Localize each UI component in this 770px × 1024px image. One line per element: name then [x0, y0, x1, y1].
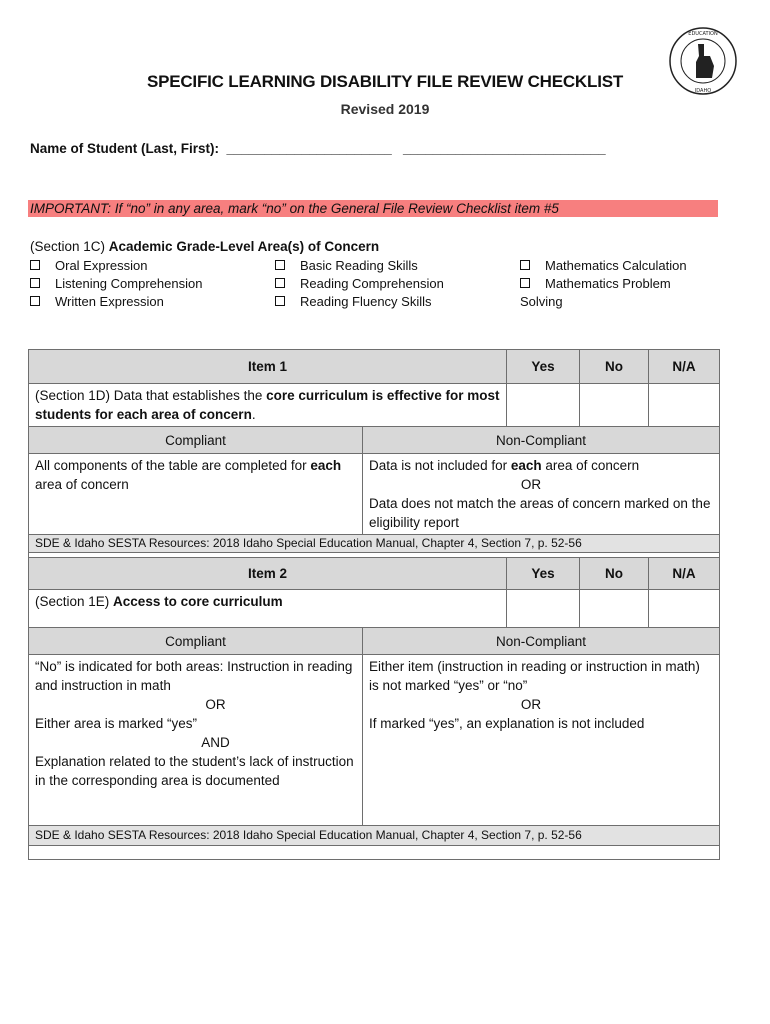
checkbox-label-wrap: Solving — [520, 294, 563, 309]
checkbox-icon[interactable] — [520, 260, 530, 270]
item-2-compliant-text: “No” is indicated for both areas: Instruction in reading and instruction in math OR Either area is marked “yes” AND Explanation related to the student’s lack of instruction in the corresponding area is documented — [29, 655, 363, 826]
item-1-yes-cell[interactable] — [507, 384, 580, 427]
checkbox-column-1 — [30, 257, 202, 311]
checkbox-written-expression[interactable]: Written Expression — [30, 293, 202, 311]
checkbox-column-3 — [520, 257, 687, 311]
noncompliant-header: Non-Compliant — [363, 628, 720, 655]
checkbox-icon[interactable] — [30, 260, 40, 270]
checkbox-icon[interactable] — [30, 296, 40, 306]
checkbox-reading-comprehension[interactable]: Reading Comprehension — [275, 275, 444, 293]
item-2-label: Item 2 — [29, 558, 507, 590]
item-1-noncompliant-text: Data is not included for each area of concern OR Data does not match the areas of concern marked on the eligibility report — [363, 454, 720, 535]
student-name-blanks[interactable]: ______________________ ___________________________ — [226, 141, 606, 156]
na-header: N/A — [649, 558, 720, 590]
checkbox-oral-expression[interactable]: Oral Expression — [30, 257, 202, 275]
item-2-header-row — [29, 558, 720, 590]
page-subtitle: Revised 2019 — [340, 101, 430, 117]
checkbox-icon[interactable] — [520, 278, 530, 288]
page-title: SPECIFIC LEARNING DISABILITY FILE REVIEW CHECKLIST — [146, 72, 624, 91]
item-2-table — [28, 557, 720, 860]
item-1-source: SDE & Idaho SESTA Resources: 2018 Idaho Special Education Manual, Chapter 4, Section 7, p. 52-56 — [29, 535, 720, 553]
section-1c-prefix: (Section 1C) — [30, 239, 109, 254]
item-2-spacer-row — [29, 846, 720, 860]
item-1-criteria-row — [29, 454, 720, 535]
student-name-field[interactable] — [30, 141, 606, 156]
checkbox-math-problem-solving[interactable]: Mathematics Problem — [520, 275, 687, 293]
checkbox-icon[interactable] — [275, 296, 285, 306]
item-2-no-cell[interactable] — [580, 590, 649, 628]
item-1-no-cell[interactable] — [580, 384, 649, 427]
item-1-source-row — [29, 535, 720, 553]
item-1-desc-row — [29, 384, 720, 427]
item-1-table — [28, 349, 720, 568]
item-1-description: (Section 1D) Data that establishes the core curriculum is effective for most students for each area of concern. — [29, 384, 507, 427]
checkbox-icon[interactable] — [30, 278, 40, 288]
item-1-header-row — [29, 350, 720, 384]
item-2-source: SDE & Idaho SESTA Resources: 2018 Idaho Special Education Manual, Chapter 4, Section 7, p. 52-56 — [29, 826, 720, 846]
item-2-description: (Section 1E) Access to core curriculum — [29, 590, 507, 628]
checkbox-listening-comprehension[interactable]: Listening Comprehension — [30, 275, 202, 293]
section-1c-heading — [30, 239, 379, 254]
important-notice: IMPORTANT: If “no” in any area, mark “no” on the General File Review Checklist item #5 — [28, 200, 718, 217]
yes-header: Yes — [507, 350, 580, 384]
item-1-label: Item 1 — [29, 350, 507, 384]
checkbox-basic-reading[interactable]: Basic Reading Skills — [275, 257, 444, 275]
svg-text:EDUCATION: EDUCATION — [688, 31, 718, 37]
item-2-desc-row — [29, 590, 720, 628]
item-1-compliance-header — [29, 427, 720, 454]
item-1-na-cell[interactable] — [649, 384, 720, 427]
item-2-yes-cell[interactable] — [507, 590, 580, 628]
item-2-compliance-header — [29, 628, 720, 655]
noncompliant-header: Non-Compliant — [363, 427, 720, 454]
compliant-header: Compliant — [29, 427, 363, 454]
na-header: N/A — [649, 350, 720, 384]
item-2-criteria-row — [29, 655, 720, 826]
section-1c-title: Academic Grade-Level Area(s) of Concern — [108, 239, 380, 254]
svg-text:IDAHO: IDAHO — [694, 88, 712, 94]
checkbox-icon[interactable] — [275, 278, 285, 288]
compliant-header: Compliant — [29, 628, 363, 655]
no-header: No — [580, 558, 649, 590]
checkbox-icon[interactable] — [275, 260, 285, 270]
no-header: No — [580, 350, 649, 384]
checkbox-column-2 — [275, 257, 444, 311]
checkbox-math-calculation[interactable]: Mathematics Calculation — [520, 257, 687, 275]
item-1-compliant-text: All components of the table are completed for each area of concern — [29, 454, 363, 535]
item-2-source-row — [29, 826, 720, 846]
item-2-na-cell[interactable] — [649, 590, 720, 628]
item-2-noncompliant-text: Either item (instruction in reading or instruction in math) is not marked “yes” or “no” OR If marked “yes”, an explanation is not included — [363, 655, 720, 826]
student-name-label: Name of Student (Last, First): — [30, 141, 220, 156]
checkbox-reading-fluency[interactable]: Reading Fluency Skills — [275, 293, 444, 311]
yes-header: Yes — [507, 558, 580, 590]
